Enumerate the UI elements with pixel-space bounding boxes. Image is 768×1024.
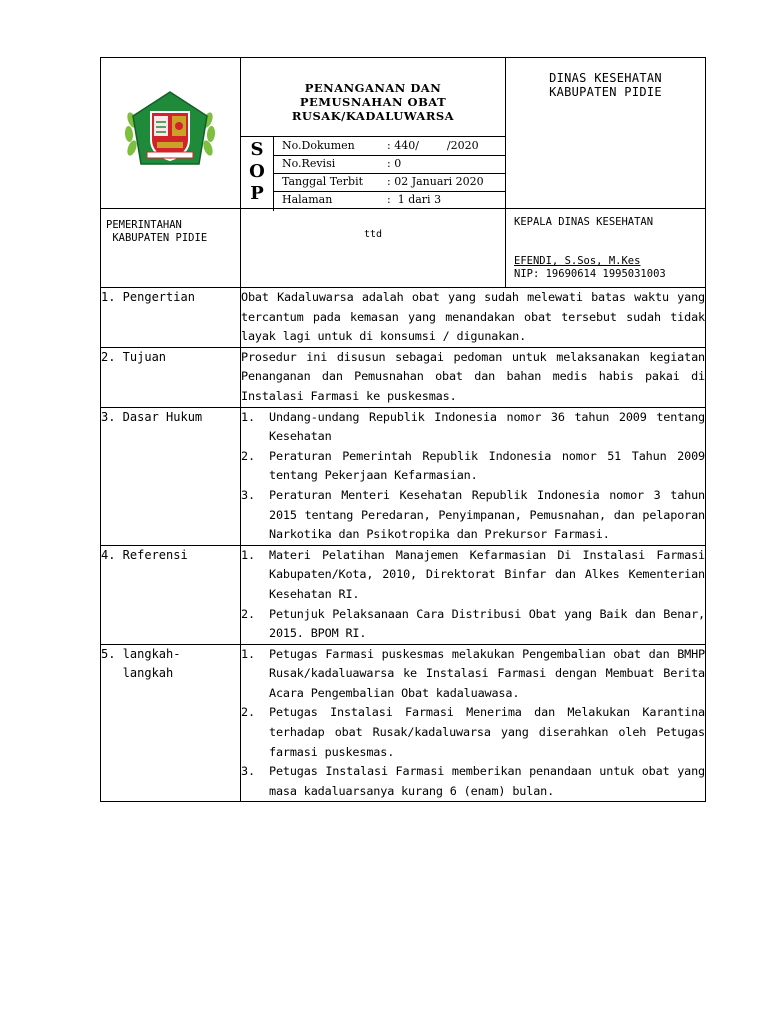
ttd-label: ttd [363, 229, 383, 240]
section-pengertian [101, 288, 706, 348]
kepala-dinas-nip: NIP: 19690614 1995031003 [514, 268, 666, 280]
dinas-cell [506, 58, 706, 209]
kepala-dinas-title: KEPALA DINAS KESEHATAN [514, 216, 654, 228]
section-label: 2. Tujuan [101, 347, 241, 407]
list-item: 1. Petugas Farmasi puskesmas melakukan Pengembalian obat dan BMHP Rusak/kadaluawarsa ke Instalasi Farmasi dengan Membuat Berita Acara Pengembalian Obat kadaluawasa. [241, 646, 705, 700]
list-item: 2. Petugas Instalasi Farmasi Menerima dan Melakukan Karantina terhadap obat Rusak/kadaluwarsa yang diserahkan oleh Petugas farmasi puskesmas. [241, 705, 705, 759]
numbered-list [241, 546, 705, 644]
sop-title: PENANGANAN DAN PEMUSNAHAN OBAT RUSAK/KADALUWARSA [291, 81, 455, 123]
list-item: 3. Peraturan Menteri Kesehatan Republik Indonesia nomor 3 tahun 2015 tentang Peredaran, Penyimpanan, Pemusnahan, dan pelaporan Narkotika dan Psikotropika dan Prekursor Farmasi. [241, 487, 705, 542]
section-text: Obat Kadaluwarsa adalah obat yang sudah melewati batas waktu yang tercantum pada kemasan yang menandakan obat tersebut sudah tidak layak lagi untuk di konsumsi / digunakan. [241, 288, 706, 348]
meta-row-tanggal: Tanggal Terbit : 02 Januari 2020 [274, 173, 505, 192]
section-label: 3. Dasar Hukum [101, 407, 241, 545]
section-list-cell [241, 644, 706, 802]
logo-cell [101, 58, 241, 209]
section-label: 5. langkah- langkah [101, 644, 241, 802]
meta-row-halaman: Halaman : 1 dari 3 [282, 193, 442, 206]
section-label: 1. Pengertian [101, 288, 241, 348]
sop-metadata-block [241, 136, 505, 209]
signature-right-cell [506, 209, 706, 288]
section-list-cell [241, 407, 706, 545]
list-item: 2. Peraturan Pemerintah Republik Indonesia nomor 51 Tahun 2009 tentang Pekerjaan Kefarmasian. [241, 448, 705, 483]
section-list-cell [241, 545, 706, 644]
section-langkah [101, 644, 706, 802]
kepala-dinas-name: EFENDI, S.Sos, M.Kes [514, 255, 641, 267]
kepala-dinas-block [506, 209, 705, 281]
kabupaten-pidie-emblem-icon [123, 90, 217, 170]
list-item: 1. Materi Pelatihan Manajemen Kefarmasian Di Instalasi Farmasi Kabupaten/Kota, 2010, Direktorat Binfar dan Alkes Kementerian Kesehatan RI. [241, 547, 705, 601]
numbered-list [241, 645, 705, 802]
numbered-list [241, 408, 705, 545]
signature-left-cell [101, 209, 241, 288]
section-label: 4. Referensi [101, 545, 241, 644]
signature-middle-cell [241, 209, 506, 288]
sop-table [100, 57, 706, 802]
section-tujuan [101, 347, 706, 407]
title-cell [241, 58, 506, 209]
list-item: 2. Petunjuk Pelaksanaan Cara Distribusi Obat yang Baik dan Benar, 2015. BPOM RI. [241, 606, 705, 641]
header-row [101, 58, 706, 209]
list-item: 3. Petugas Instalasi Farmasi memberikan penandaan untuk obat yang masa kadaluarsanya kurang 6 (enam) bulan. [241, 764, 705, 798]
signature-row [101, 209, 706, 288]
meta-row-dokumen: No.Dokumen : 440/ /2020 [274, 137, 505, 156]
section-dasar-hukum [101, 407, 706, 545]
sop-letters: S O P [241, 137, 274, 211]
list-item: 1. Undang-undang Republik Indonesia nomor 36 tahun 2009 tentang Kesehatan [241, 409, 705, 444]
pemerintahan-label: PEMERINTAHAN KABUPATEN PIDIE [106, 219, 208, 244]
section-referensi [101, 545, 706, 644]
section-text: Prosedur ini disusun sebagai pedoman untuk melaksanakan kegiatan Penanganan dan Pemusnahan obat dan bahan medis habis pakai di Instalasi Farmasi ke puskesmas. [241, 347, 706, 407]
meta-row-revisi: No.Revisi : 0 [274, 155, 505, 174]
dinas-name: DINAS KESEHATAN KABUPATEN PIDIE [549, 71, 662, 99]
